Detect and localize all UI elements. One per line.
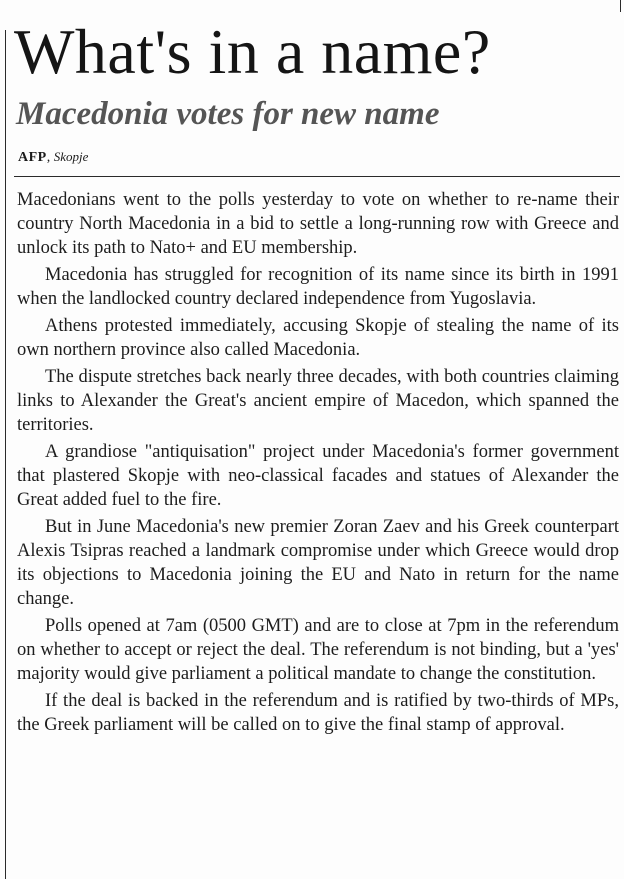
- article-paragraph: Macedonia has struggled for recognition of its name since its birth in 1991 when the landlocked country declared independence from Yugoslavia.: [17, 265, 619, 309]
- article-paragraph: But in June Macedonia's new premier Zoran Zaev and his Greek counterpart Alexis Tsipras reached a landmark compromise under which Greece would drop its objections to Macedonia joining the EU and Nato in return for the name change.: [17, 517, 619, 609]
- byline-dateline: Skopje: [53, 149, 89, 164]
- article-paragraph: Polls opened at 7am (0500 GMT) and are to close at 7pm in the referendum on whether to accept or reject the deal. The referendum is not binding, but a 'yes' majority would give parliament a political mandate to change the constitution.: [17, 616, 619, 684]
- headline: What's in a name?: [14, 16, 491, 87]
- article-paragraph: Athens protested immediately, accusing Skopje of stealing the name of its own northern province also called Macedonia.: [17, 316, 619, 360]
- column-rule-left: [5, 30, 6, 879]
- byline-separator: ,: [46, 150, 54, 165]
- article-paragraph: A grandiose "antiquisation" project under Macedonia's former government that plastered Skopje with neo-classical facades and statues of Alexander the Great added fuel to the fire.: [17, 442, 619, 510]
- column-rule-right: [620, 0, 621, 12]
- subheadline: Macedonia votes for new name: [16, 96, 440, 132]
- article-paragraph: If the deal is backed in the referendum and is ratified by two-thirds of MPs, the Greek parliament will be called on to give the final stamp of approval.: [17, 691, 619, 735]
- byline-divider: [14, 176, 620, 177]
- article-paragraph: Macedonians went to the polls yesterday to vote on whether to re-name their country North Macedonia in a bid to settle a long-running row with Greece and unlock its path to Nato+ and EU membership.: [17, 190, 619, 258]
- article-body: [17, 188, 619, 740]
- article-paragraph: The dispute stretches back nearly three decades, with both countries claiming links to Alexander the Great's ancient empire of Macedon, which spanned the territories.: [17, 367, 619, 435]
- byline-agency: AFP: [18, 150, 47, 165]
- byline: [18, 148, 88, 167]
